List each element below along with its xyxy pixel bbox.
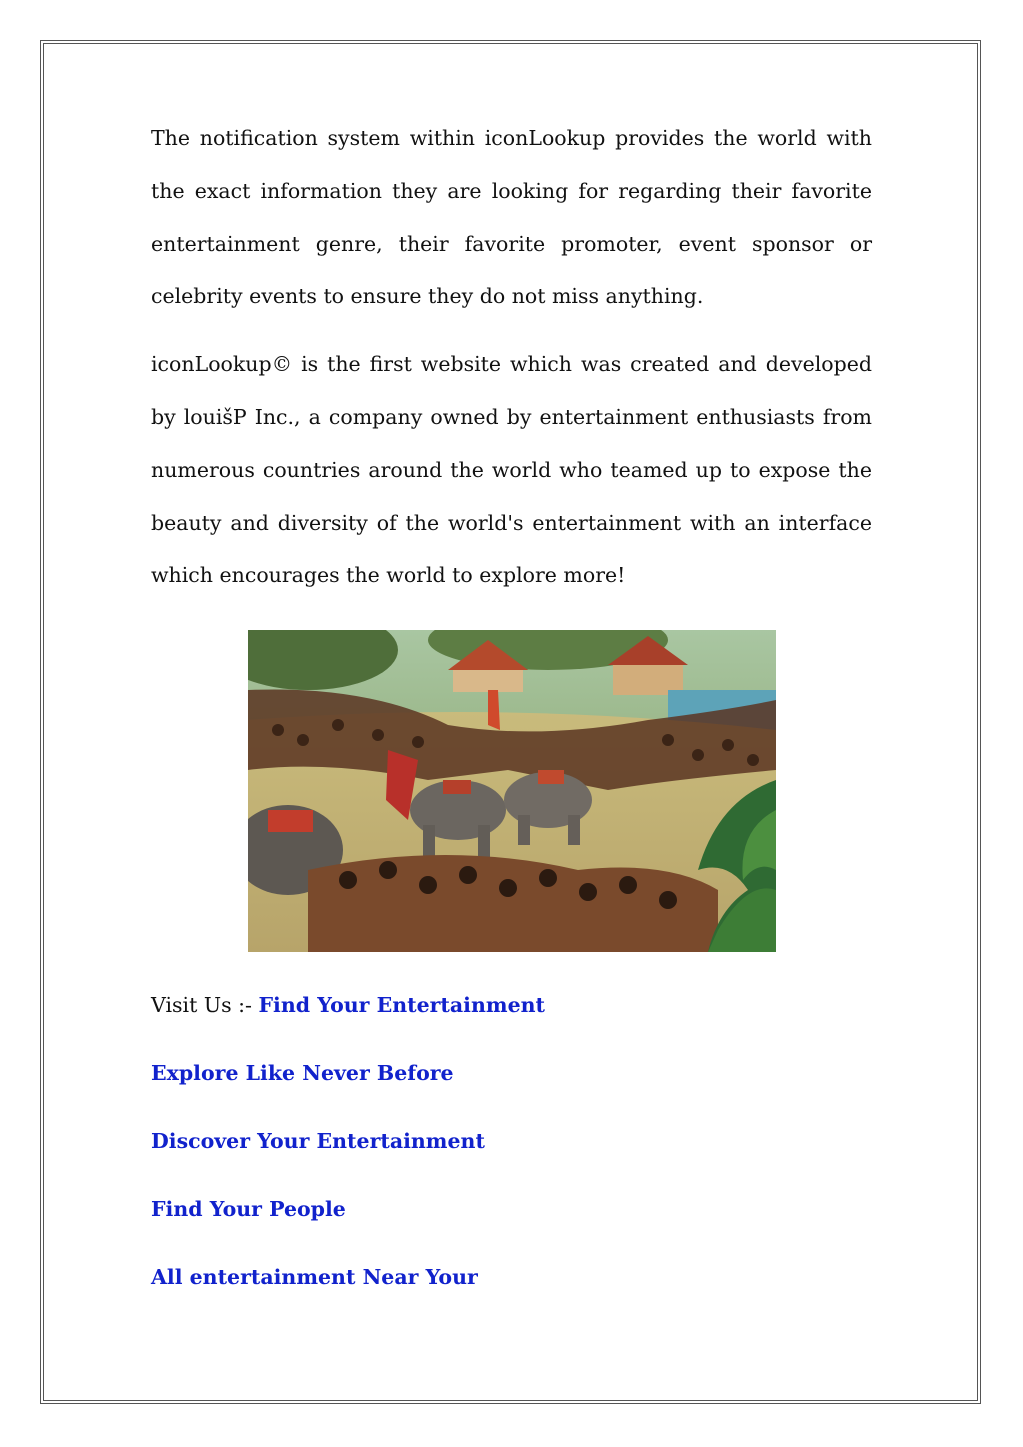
paragraph-notification: The notification system within iconLookup provides the world with the exact information they are looking for regarding their favorite entertainment genre, their favorite promoter, event sponsor or celebrity events to ensure they do not miss anything. — [151, 126, 872, 309]
link-item — [151, 1056, 485, 1090]
link-list — [151, 1056, 485, 1328]
link-all-entertainment-near-your[interactable]: All entertainment Near Your — [151, 1265, 478, 1289]
link-discover-your-entertainment[interactable]: Discover Your Entertainment — [151, 1129, 485, 1153]
link-explore-like-never-before[interactable]: Explore Like Never Before — [151, 1061, 454, 1085]
link-item — [151, 1192, 485, 1226]
festival-painting-image — [248, 630, 776, 952]
body-text — [151, 112, 872, 602]
link-item — [151, 1124, 485, 1158]
visit-us-label: Visit Us :- — [151, 993, 259, 1017]
visit-us-line — [151, 988, 545, 1022]
link-find-your-entertainment[interactable]: Find Your Entertainment — [258, 993, 545, 1017]
link-item — [151, 1260, 485, 1294]
paragraph-about: iconLookup© is the first website which was created and developed by louišP Inc., a company owned by entertainment enthusiasts from numerous countries around the world who teamed up to expose the beauty and diversity of the world's entertainment with an interface which encourages the world to explore more! — [151, 352, 872, 588]
link-find-your-people[interactable]: Find Your People — [151, 1197, 346, 1221]
